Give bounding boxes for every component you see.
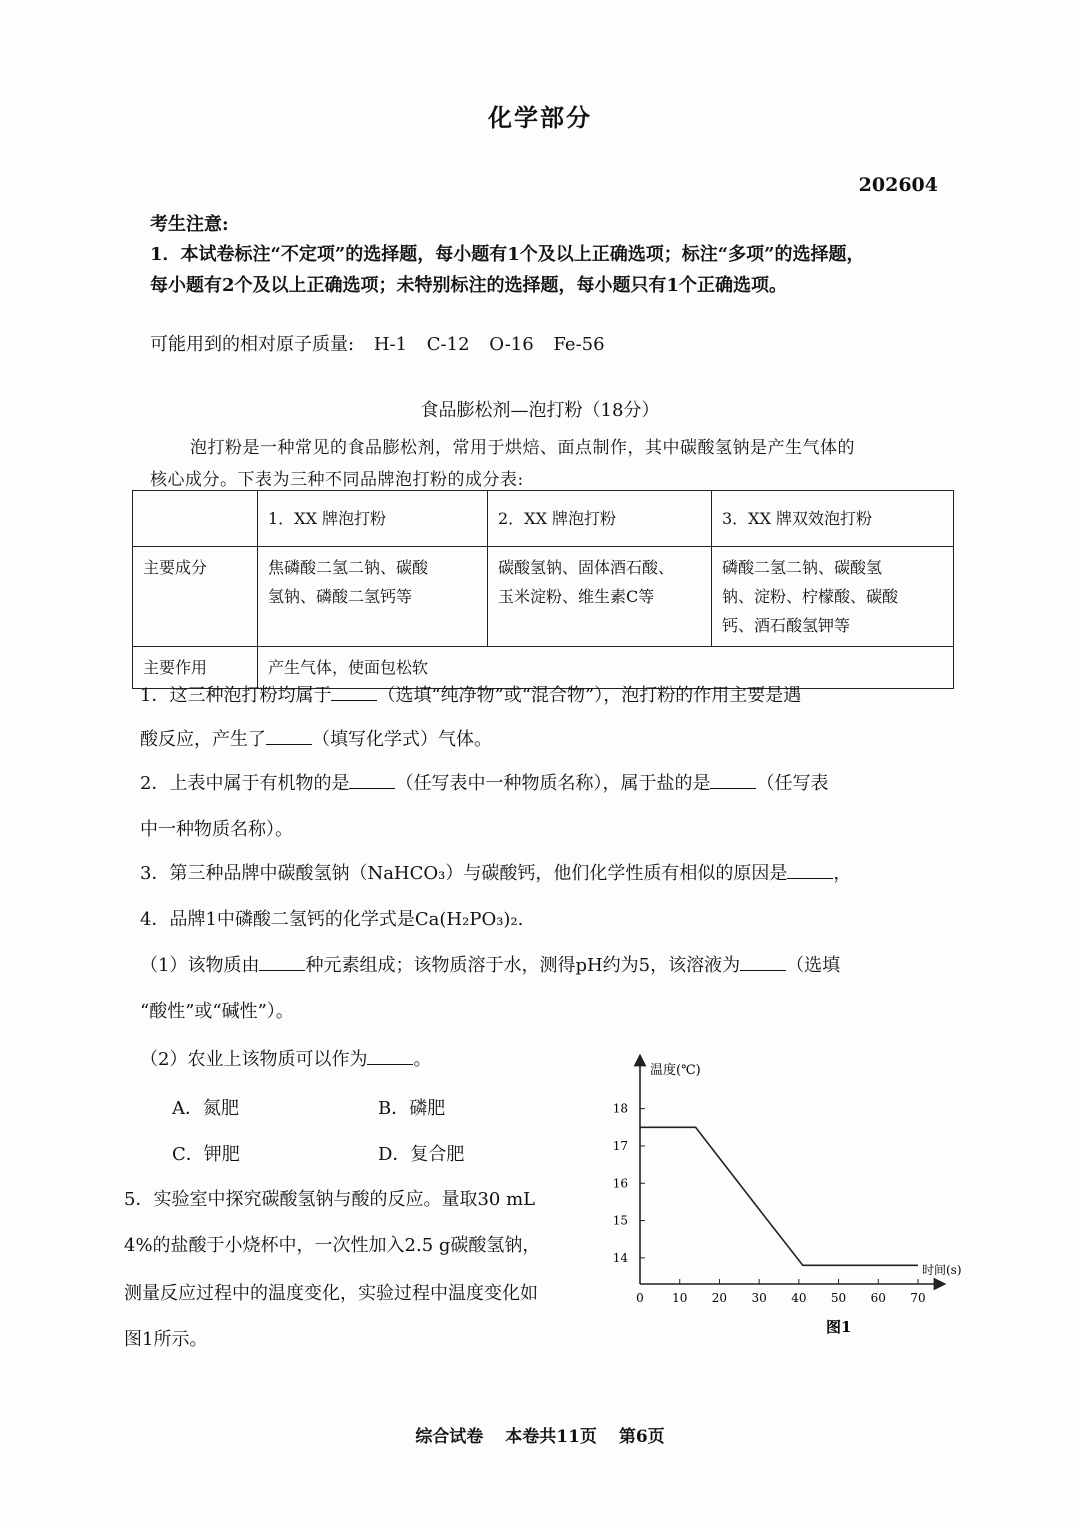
atomic-mass-item: O-16 xyxy=(489,334,534,355)
text: 3．第三种品牌中碳酸氢钠（NaHCO₃）与碳酸钙，他们化学性质有相似的原因是 xyxy=(140,863,788,884)
text: ， xyxy=(833,863,852,884)
answer-blank[interactable] xyxy=(787,860,833,879)
answer-blank[interactable] xyxy=(266,726,312,745)
footer-text: 第6页 xyxy=(618,1427,665,1447)
section-title: 食品膨松剂—泡打粉（18分） xyxy=(420,400,660,421)
x-tick-label: 0 xyxy=(636,1291,644,1305)
y-tick-label: 15 xyxy=(612,1213,628,1228)
atomic-mass-label: 可能用到的相对原子质量: xyxy=(150,334,355,355)
atomic-mass-item: H-1 xyxy=(373,334,408,355)
cell-line: 钙、酒石酸氢钾等 xyxy=(722,616,851,635)
question-1-line-1 xyxy=(140,682,801,710)
answer-blank[interactable] xyxy=(740,952,786,971)
text: 2．上表中属于有机物的是 xyxy=(140,773,350,794)
y-tick-label: 18 xyxy=(612,1101,628,1116)
x-tick-label: 30 xyxy=(751,1291,767,1305)
answer-blank[interactable] xyxy=(349,770,395,789)
temperature-chart xyxy=(600,1050,980,1350)
question-5-line-2: 4%的盐酸于小烧杯中，一次性加入2.5 g碳酸氢钠， xyxy=(124,1235,541,1256)
answer-blank[interactable] xyxy=(259,952,305,971)
text: （选填“纯净物”或“混合物”），泡打粉的作用主要是遇 xyxy=(377,685,802,706)
footer-text: 本卷共11页 xyxy=(505,1427,597,1447)
atomic-mass-item: Fe-56 xyxy=(553,334,605,355)
table-cell: 产生气体，使面包松软 xyxy=(258,647,954,689)
option-a[interactable]: A．氮肥 xyxy=(172,1098,239,1119)
question-2-line-1 xyxy=(140,770,828,798)
question-5-line-3: 测量反应过程中的温度变化，实验过程中温度变化如 xyxy=(124,1283,538,1304)
text: 种元素组成；该物质溶于水，测得pH约为5，该溶液为 xyxy=(305,955,741,976)
atomic-mass-line xyxy=(150,330,619,356)
question-4: 4．品牌1中磷酸二氢钙的化学式是Ca(H₂PO₃)₂. xyxy=(140,909,524,930)
question-2-line-2: 中一种物质名称）。 xyxy=(140,819,293,840)
text: （任写表中一种物质名称），属于盐的是 xyxy=(395,773,711,794)
cell-line: 玉米淀粉、维生素C等 xyxy=(498,587,655,606)
option-d[interactable]: D．复合肥 xyxy=(378,1144,465,1165)
ingredient-table xyxy=(132,490,954,689)
x-axis-label: 时间(s) xyxy=(922,1263,962,1277)
y-tick-label: 14 xyxy=(612,1250,628,1265)
x-tick-label: 40 xyxy=(791,1291,807,1305)
notice-heading: 考生注意: xyxy=(150,214,229,235)
row-label: 主要成分 xyxy=(133,547,258,647)
page-title: 化学部分 xyxy=(488,103,592,132)
question-5-line-4: 图1所示。 xyxy=(124,1329,208,1350)
question-5-line-1: 5．实验室中探究碳酸氢钠与酸的反应。量取30 mL xyxy=(124,1189,536,1210)
intro-line-1: 泡打粉是一种常见的食品膨松剂，常用于烘焙、面点制作，其中碳酸氢钠是产生气体的 xyxy=(190,438,855,458)
answer-blank[interactable] xyxy=(710,770,756,789)
answer-blank[interactable] xyxy=(331,682,377,701)
y-tick-label: 17 xyxy=(612,1138,628,1153)
table-cell xyxy=(488,547,712,647)
option-c[interactable]: C．钾肥 xyxy=(172,1144,240,1165)
table-header-cell: 3．XX 牌双效泡打粉 xyxy=(712,491,954,547)
table-cell xyxy=(712,547,954,647)
x-tick-label: 60 xyxy=(870,1291,886,1305)
text: （1）该物质由 xyxy=(140,955,260,976)
question-4-1-line-2: “酸性”或“碱性”）。 xyxy=(140,1001,294,1022)
x-tick-label: 10 xyxy=(672,1291,688,1305)
atomic-mass-item: C-12 xyxy=(426,334,470,355)
question-1-line-2 xyxy=(140,726,492,754)
row-label: 主要作用 xyxy=(133,647,258,689)
intro-line-2: 核心成分。下表为三种不同品牌泡打粉的成分表: xyxy=(150,470,524,490)
question-3 xyxy=(140,860,851,888)
text: 1．这三种泡打粉均属于 xyxy=(140,685,332,706)
text: （选填 xyxy=(786,955,841,976)
exam-code: 202604 xyxy=(858,174,938,196)
cell-line: 钠、淀粉、柠檬酸、碳酸 xyxy=(722,587,899,606)
footer-text: 综合试卷 xyxy=(415,1427,484,1447)
table-header-cell: 2．XX 牌泡打粉 xyxy=(488,491,712,547)
cell-line: 焦磷酸二氢二钠、碳酸 xyxy=(268,558,429,577)
table-cell xyxy=(258,547,488,647)
table-header-cell: 1．XX 牌泡打粉 xyxy=(258,491,488,547)
answer-blank[interactable] xyxy=(367,1046,413,1065)
notice-line-2: 每小题有2个及以上正确选项；未特别标注的选择题，每小题只有1个正确选项。 xyxy=(150,275,788,296)
text: （填写化学式）气体。 xyxy=(312,729,492,750)
option-b[interactable]: B．磷肥 xyxy=(378,1098,446,1119)
y-axis-label: 温度(℃) xyxy=(650,1063,701,1078)
x-tick-label: 20 xyxy=(711,1291,728,1305)
y-tick-label: 16 xyxy=(612,1176,628,1191)
text: （2）农业上该物质可以作为 xyxy=(140,1049,368,1070)
notice-line-1: 1．本试卷标注“不定项”的选择题，每小题有1个及以上正确选项；标注“多项”的选择题， xyxy=(150,244,865,265)
table-header-cell xyxy=(133,491,258,547)
question-4-1-line-1 xyxy=(140,952,840,980)
text: （任写表 xyxy=(756,773,829,794)
page-footer xyxy=(0,1422,1080,1447)
cell-line: 碳酸氢钠、固体酒石酸、 xyxy=(498,558,675,577)
table-row xyxy=(133,547,954,647)
x-tick-label: 50 xyxy=(830,1291,847,1305)
text: 酸反应，产生了 xyxy=(140,729,266,750)
text: 。 xyxy=(413,1049,432,1070)
cell-line: 氢钠、磷酸二氢钙等 xyxy=(268,587,413,606)
x-tick-label: 70 xyxy=(910,1291,926,1305)
question-4-2 xyxy=(140,1046,431,1074)
cell-line: 磷酸二氢二钠、碳酸氢 xyxy=(722,558,883,577)
series-line xyxy=(640,1127,918,1265)
table-header-row xyxy=(133,491,954,547)
figure-caption: 图1 xyxy=(826,1318,852,1336)
